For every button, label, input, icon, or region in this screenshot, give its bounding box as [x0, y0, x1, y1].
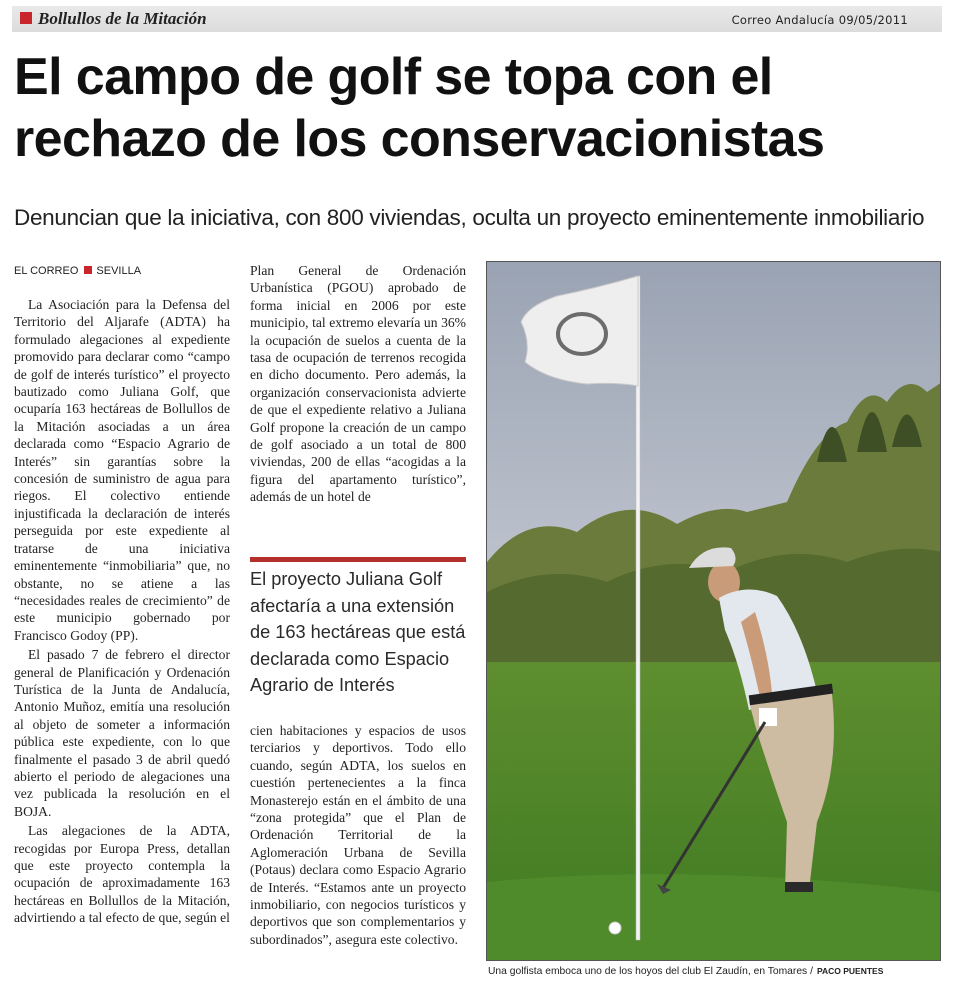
section-header-bar — [12, 6, 942, 32]
section-marker-icon — [20, 12, 32, 24]
golfer-image — [487, 262, 941, 961]
pullquote: El proyecto Juliana Golf afectaría a una extensión de 163 hectáreas que está declarada como Espacio Agrario de Interés — [250, 569, 466, 696]
caption-text: Una golfista emboca uno de los hoyos del club El Zaudín, en Tomares / — [488, 966, 813, 977]
headline: El campo de golf se topa con el rechazo de los conservacionistas — [14, 48, 825, 168]
byline-paper: EL CORREO — [14, 265, 79, 277]
article-paragraph: El pasado 7 de febrero el director general de Planificación y Ordenación Turística de la Junta de Andalucía, Antonio Muñoz, emitía una resolución al objeto de someter a información pública este expediente, con lo que finalmente el pasado 3 de abril quedó abierto el periodo de alegaciones una vez publicada la resolución en el BOJA. — [14, 647, 230, 819]
subheadline: Denuncian que la iniciativa, con 800 viviendas, oculta un proyecto eminentemente inmobiliario — [14, 205, 925, 230]
byline-city: SEVILLA — [96, 265, 142, 277]
section-name: Bollullos de la Mitación — [38, 9, 207, 28]
article-column-2-bottom — [250, 722, 466, 990]
golf-photo — [486, 261, 941, 961]
byline — [14, 265, 141, 277]
byline-square-icon — [84, 266, 92, 274]
photo-caption — [488, 966, 943, 977]
pullquote-rule — [250, 557, 466, 562]
source-date: Correo Andalucía 09/05/2011 — [731, 13, 908, 27]
article-paragraph: La Asociación para la Defensa del Territorio del Aljarafe (ADTA) ha formulado alegaciones al expediente promovido para declarar como “campo de golf de interés turístico” el proyecto bautizado como Juliana Golf, que ocuparía 163 hectáreas de Bollullos de la Mitación asociadas a un área declarada como “Espacio Agrario de Interés” sin garantías sobre la concesión de suministro de agua para riegos. El colectivo entiende injustificada la declaración de interés perseguida por este expediente al tratarse de una iniciativa eminentemente “inmobiliaria” que, no obstante, no se atiene a las “necesidades reales de crecimiento” de este municipio gobernado por Francisco Godoy (PP). — [14, 297, 230, 643]
article-paragraph: Las alegaciones de la ADTA, recogidas por Europa Press, detallan que este proyecto contempla la ocupación de aproximadamente 163 hectáreas en Bollullos de la Mitación, advirtiendo a tal efecto de que, según el — [14, 823, 230, 926]
article-column-2-top — [250, 262, 466, 534]
article-paragraph: Plan General de Ordenación Urbanística (PGOU) aprobado de forma inicial en 2006 por este municipio, tal extremo elevaría un 36% la ocupación de suelos a cuenta de la tasa de ocupación de terrenos recogida en dicho documento. Pero además, la organización conservacionista advierte de que el expediente relativo a Juliana Golf propone la creación de un campo de golf asociado a un total de 800 viviendas, 200 de ellas “acogidas a la figura del apartamento turístico”, además de un hotel de — [250, 263, 466, 505]
article-paragraph: cien habitaciones y espacios de usos terciarios y deportivos. Todo ello cuando, según ADTA, los suelos en cuestión pertenecientes a la finca Monasterejo están en el ámbito de una “zona protegida” que el Plan de Ordenación Territorial de la Aglomeración Urbana de Sevilla (Potaus) declara como Espacio Agrario de Interés. “Estamos ante un proyecto inmobiliario, con negocios turísticos y deportivos que son complementarios y subordinados”, asegura este colectivo. — [250, 723, 466, 947]
article-column-1 — [14, 296, 230, 988]
photo-credit: PACO PUENTES — [816, 966, 884, 976]
